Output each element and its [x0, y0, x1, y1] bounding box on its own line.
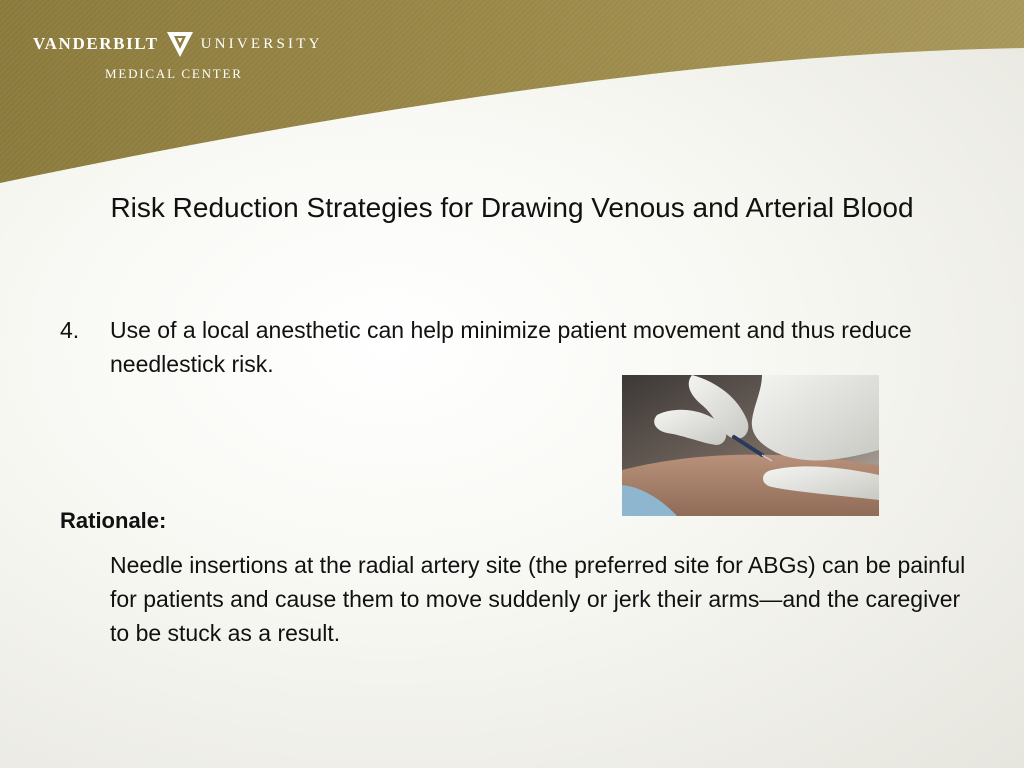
vanderbilt-shield-icon: [165, 29, 195, 59]
point-number: 4.: [60, 317, 80, 343]
logo-name-right: UNIVERSITY: [200, 35, 323, 52]
needle-insertion-photo: [622, 375, 879, 516]
logo: [33, 29, 323, 59]
logo-name-left: VANDERBILT: [33, 34, 159, 53]
point-text: Use of a local anesthetic can help minimize patient movement and thus reduce needlestick risk.: [110, 317, 912, 377]
logo-subtitle: MEDICAL CENTER: [105, 66, 243, 81]
slide-title: Risk Reduction Strategies for Drawing Venous and Arterial Blood: [110, 192, 914, 223]
photo-illustration: [622, 375, 879, 516]
rationale-label: Rationale:: [60, 508, 167, 533]
numbered-point: [60, 313, 970, 381]
rationale-text: Needle insertions at the radial artery site (the preferred site for ABGs) can be painful for patients and cause them to move suddenly or jerk their arms—and the caregiver to be stuck as a result.: [110, 552, 966, 646]
